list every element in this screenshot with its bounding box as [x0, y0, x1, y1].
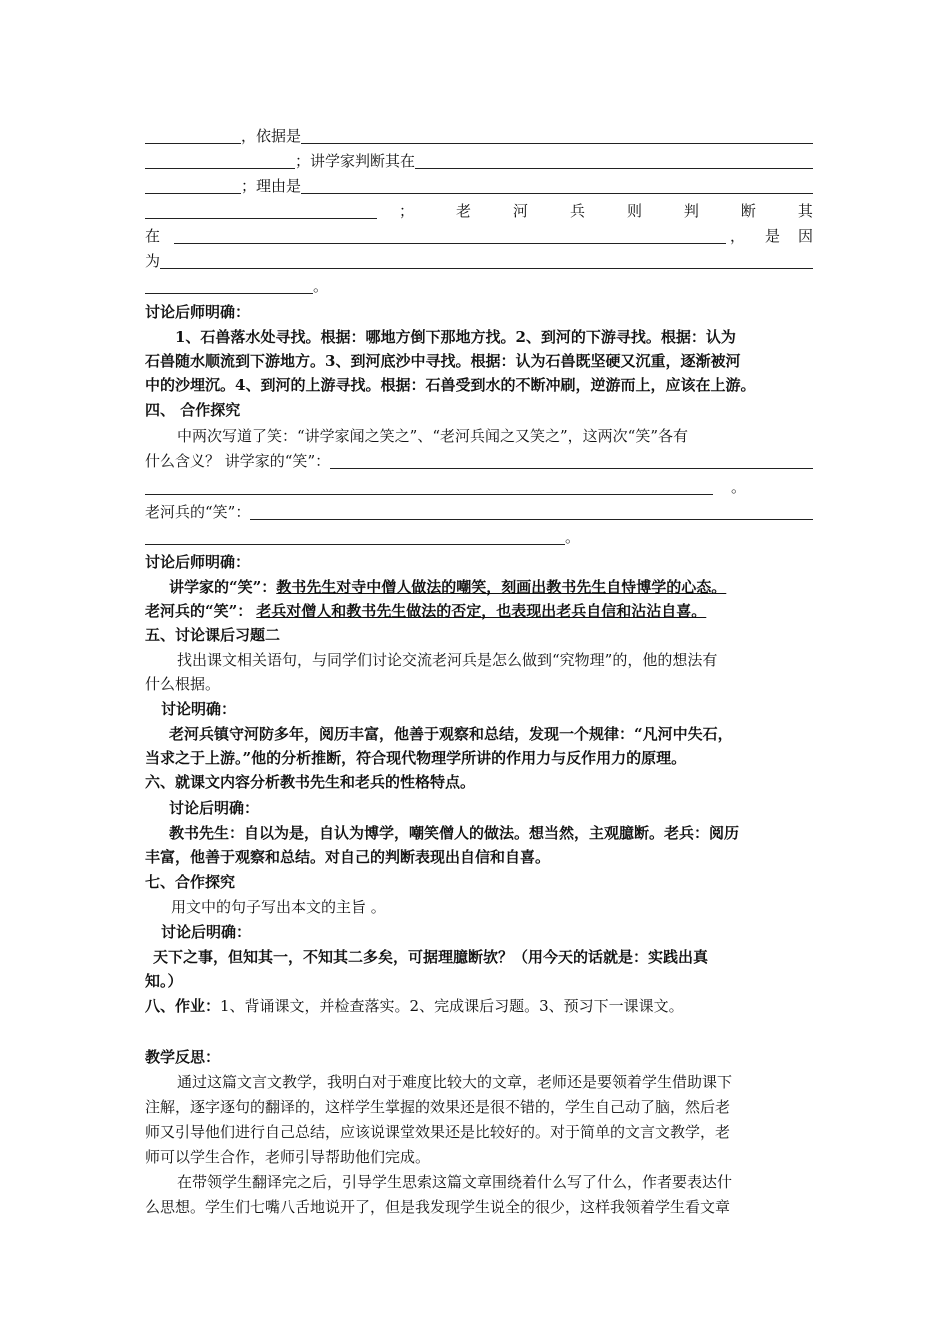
question-line: 。 — [145, 475, 813, 499]
homework-line: 八、作业：1、背诵课文，并检查落实。2、完成课后习题。3、预习下一课课文。 — [145, 997, 684, 1015]
answer-text: 1、石兽落水处寻找。根据：哪地方倒下那地方找。2、到河的下游寻找。根据：认为 — [175, 328, 736, 346]
fill-text: ；理由是 — [241, 177, 302, 195]
section-heading: 讨论后明确： — [169, 799, 260, 817]
answer-blank[interactable] — [174, 226, 726, 244]
answer-blank[interactable] — [145, 477, 713, 495]
answer-blank[interactable] — [145, 276, 313, 294]
question-text: 找出课文相关语句，与同学们讨论交流老河兵是怎么做到“究物理”的，他的想法有 — [177, 651, 718, 669]
answer-blank[interactable] — [250, 502, 813, 520]
answer-text: 老河兵镇守河防多年，阅历丰富，他善于观察和总结，发现一个规律：“凡河中失石， — [169, 725, 733, 743]
fill-line-1 — [145, 124, 813, 148]
answer-text: 讲学家的“笑”：教书先生对寺中僧人做法的嘲笑，刻画出教书先生自恃博学的心态。 — [169, 578, 727, 596]
answer-text: 丰富，他善于观察和总结。对自己的判断表现出自信和自喜。 — [145, 848, 551, 866]
answer-blank[interactable] — [145, 201, 377, 219]
section-heading: 讨论后师明确： — [145, 303, 251, 321]
answer-blank[interactable] — [145, 176, 241, 194]
fill-line-2 — [145, 149, 813, 173]
section-heading: 教学反思： — [145, 1048, 221, 1066]
section-heading: 讨论明确： — [161, 700, 237, 718]
answer-blank[interactable] — [415, 151, 813, 169]
answer-blank[interactable] — [145, 527, 565, 545]
question-line: 老河兵的“笑”： — [145, 500, 813, 524]
fill-text: ，依据是 — [241, 127, 302, 145]
paragraph-line: 在带领学生翻译完之后，引导学生思索这篇文章围绕着什么写了什么，作者要表达什 — [177, 1173, 733, 1191]
section-heading: 六、就课文内容分析教书先生和老兵的性格特点。 — [145, 773, 476, 791]
question-text: 中两次写道了笑：“讲学家闻之笑之”、“老河兵闻之又笑之”，这两次“笑”各有 — [177, 427, 689, 445]
question-text: 用文中的句子写出本文的主旨 。 — [171, 898, 386, 916]
answer-blank[interactable] — [330, 451, 813, 469]
answer-blank[interactable] — [145, 151, 295, 169]
answer-text: 当求之于上游。”他的分析推断，符合现代物理学所讲的作用力与反作用力的原理。 — [145, 749, 687, 767]
answer-blank[interactable] — [160, 251, 813, 269]
fill-line-4 — [145, 199, 813, 223]
section-heading: 讨论后明确： — [161, 923, 252, 941]
paragraph-line: 师又引导他们进行自己总结，应该说课堂效果还是比较好的。对于简单的文言文教学，老 — [145, 1123, 731, 1141]
answer-blank[interactable] — [145, 126, 241, 144]
paragraph-line: 么思想。学生们七嘴八舌地说开了，但是我发现学生说全的很少，这样我领着学生看文章 — [145, 1198, 731, 1216]
paragraph-line: 通过这篇文言文教学，我明白对于难度比较大的文章，老师还是要领着学生借助课下 — [177, 1073, 733, 1091]
fill-line-5: 在 ， 是 因 — [145, 227, 813, 245]
paragraph-line: 注解，逐字逐句的翻译的，这样学生掌握的效果还是很不错的，学生自己动了脑，然后老 — [145, 1098, 731, 1116]
paragraph-line: 师可以学生合作，老师引导帮助他们完成。 — [145, 1148, 431, 1166]
section-heading: 七、合作探究 — [145, 873, 236, 891]
question-text: 什么根据。 — [145, 675, 221, 693]
spaced-text: ； 老 河 兵 则 判 断 其 — [399, 202, 813, 220]
answer-text: 天下之事，但知其一，不知其二多矣，可据理臆断欤？（用今天的话就是：实践出真 — [153, 948, 709, 966]
answer-text: 知。） — [145, 972, 183, 990]
section-heading: 五、讨论课后习题二 — [145, 626, 281, 644]
question-line: 。 — [145, 525, 813, 549]
answer-text: 教书先生：自以为是，自认为博学，嘲笑僧人的做法。想当然，主观臆断。老兵：阅历 — [169, 824, 740, 842]
fill-text: ；讲学家判断其在 — [295, 152, 416, 170]
section-heading: 讨论后师明确： — [145, 553, 251, 571]
fill-line-7: 。 — [145, 274, 813, 298]
answer-text: 老河兵的“笑”： 老兵对僧人和教书先生做法的否定，也表现出老兵自信和沾沾自喜。 — [145, 602, 707, 620]
fill-line-6: 为 — [145, 249, 813, 273]
section-heading: 四、 合作探究 — [145, 401, 241, 419]
answer-text: 中的沙埋沉。4、到河的上游寻找。根据：石兽受到水的不断冲刷，逆游而上，应该在上游。 — [145, 376, 756, 394]
answer-text: 石兽随水顺流到下游地方。3、到河底沙中寻找。根据：认为石兽既坚硬又沉重，逐渐被河 — [145, 352, 741, 370]
answer-blank[interactable] — [301, 126, 813, 144]
fill-line-3 — [145, 174, 813, 198]
question-line: 什么含义？ 讲学家的“笑”： — [145, 449, 813, 473]
answer-blank[interactable] — [301, 176, 813, 194]
